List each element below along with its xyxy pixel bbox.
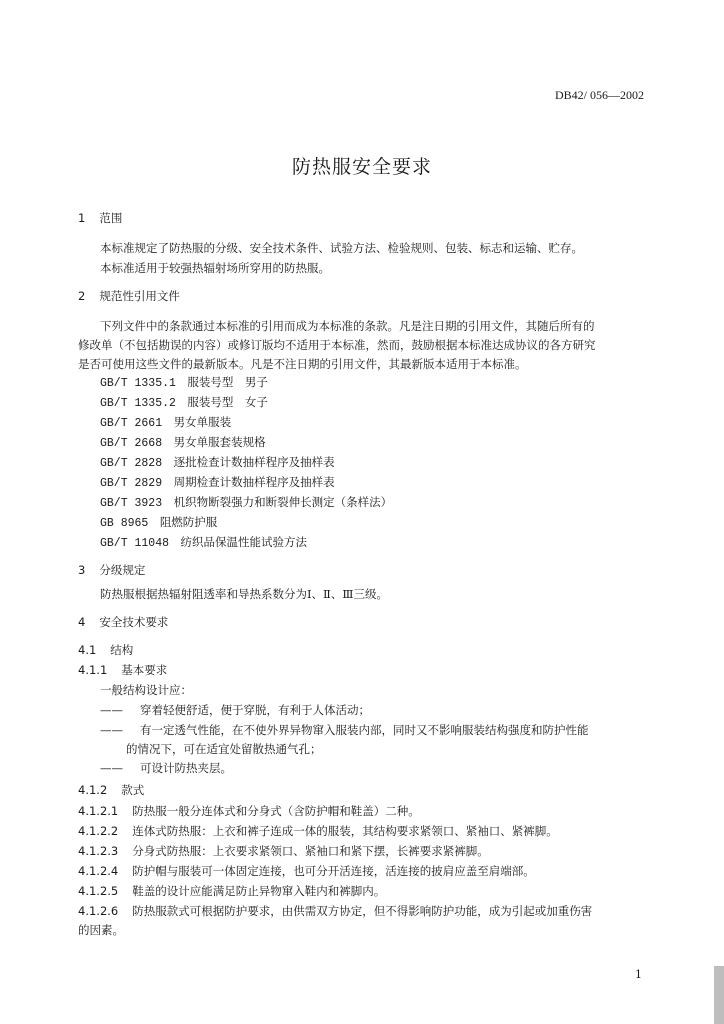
section-title: 范围 [99,211,123,225]
dash-marker: —— [100,723,123,737]
reference-item [100,416,231,432]
paragraph-continuation: 是否可使用这些文件的最新版本。凡是不注日期的引用文件，其最新版本适用于本标准。 [78,357,527,371]
section-title: 分级规定 [99,563,146,577]
clause-number: 4.1.2.5 [78,884,119,898]
reference-name: 逐批检查计数抽样程序及抽样表 [173,457,335,470]
reference-item [100,516,217,532]
reference-item [100,476,335,492]
section-1-heading [78,210,122,226]
section-title: 规范性引用文件 [99,289,180,303]
section-number: 4 [78,615,86,629]
clause-continuation: 的因素。 [78,923,124,937]
reference-code: GB/T 1335.2 [100,397,176,410]
clause-text: 分身式防热服：上衣要求紧领口、紧袖口和紧下摆，长裤要求紧裤脚。 [132,844,489,858]
section-number: 3 [78,563,86,577]
dash-marker: —— [100,761,123,775]
clause-item [78,883,385,899]
clause-item [78,903,592,919]
reference-code: GB 8965 [100,517,149,530]
reference-item [100,536,307,552]
clause-item [78,843,489,859]
subsection-heading [78,662,167,678]
bullet-text: 有一定透气性能，在不使外界异物窜入服装内部，同时又不影响服装结构强度和防护性能 [140,723,589,737]
subsection-heading [78,642,133,658]
bullet-text: 可设计防热夹层。 [140,761,232,775]
clause-number: 4.1.2.2 [78,824,119,838]
reference-item [100,396,268,412]
subsection-number: 4.1.2 [78,783,108,797]
subsection-title: 款式 [121,783,145,797]
reference-name: 男女单服套装规格 [173,437,266,450]
reference-code: GB/T 2668 [100,437,163,450]
document-number: DB42/ 056—2002 [554,88,644,102]
bullet-item [100,702,370,718]
document-title: 防热服安全要求 [291,156,432,178]
reference-item [100,456,335,472]
bullet-continuation: 的情况下，可在适宜处留散热通气孔； [126,742,322,756]
clause-number: 4.1.2.1 [78,804,119,818]
reference-code: GB/T 2829 [100,477,163,490]
clause-item [78,803,420,819]
reference-name: 周期检查计数抽样程序及抽样表 [173,477,335,490]
paragraph: 本标准规定了防热服的分级、安全技术条件、试验方法、检验规则、包装、标志和运输、贮存。 [100,241,583,255]
reference-name: 服装号型 男子 [187,377,268,390]
paragraph: 本标准适用于较强热辐射场所穿用的防热服。 [100,261,330,275]
clause-text: 防热服一般分连体式和分身式（含防护帽和鞋盖）二种。 [132,804,420,818]
reference-code: GB/T 3923 [100,497,163,510]
reference-code: GB/T 2828 [100,457,163,470]
bullet-item [100,722,589,738]
paragraph: 防热服根据热辐射阻透率和导热系数分为Ⅰ、Ⅱ、Ⅲ三级。 [100,587,388,601]
reference-name: 服装号型 女子 [187,397,268,410]
section-4-heading [78,614,168,630]
subsection-number: 4.1 [78,643,97,657]
clause-number: 4.1.2.6 [78,904,119,918]
reference-name: 男女单服装 [173,417,232,430]
bullet-item [100,760,232,776]
reference-code: GB/T 11048 [100,537,170,550]
clause-number: 4.1.2.4 [78,864,119,878]
clause-text: 防热服款式可根据防护要求，由供需双方协定，但不得影响防护功能，成为引起或加重伤害 [132,904,593,918]
subsection-title: 结构 [110,643,134,657]
paragraph-continuation: 修改单（不包括勘误的内容）或修订版均不适用于本标准，然而，鼓励根据本标准达成协议的各方研究 [78,338,596,352]
clause-item [78,823,558,839]
reference-code: GB/T 2661 [100,417,163,430]
subsection-title: 基本要求 [121,663,168,677]
reference-code: GB/T 1335.1 [100,377,176,390]
clause-text: 防护帽与服装可一体固定连接，也可分开活连接，活连接的披肩应盖至肩端部。 [132,864,535,878]
reference-name: 阻燃防护服 [159,517,218,530]
reference-item [100,496,392,512]
clause-text: 连体式防热服：上衣和裤子连成一体的服装，其结构要求紧领口、紧袖口、紧裤脚。 [132,824,558,838]
scan-edge-shadow [714,966,724,1024]
dash-marker: —— [100,703,123,717]
reference-item [100,376,268,392]
reference-item [100,436,266,452]
bullet-text: 穿着轻便舒适，便于穿脱，有利于人体活动； [140,703,370,717]
page-number: 1 [635,968,642,981]
section-number: 1 [78,211,86,225]
reference-name: 机织物断裂强力和断裂伸长测定（条样法） [173,497,393,510]
clause-text: 鞋盖的设计应能满足防止异物窜入鞋内和裤脚内。 [132,884,386,898]
paragraph: 一般结构设计应： [100,683,192,697]
section-title: 安全技术要求 [99,615,169,629]
paragraph: 下列文件中的条款通过本标准的引用而成为本标准的条款。凡是注日期的引用文件，其随后所有的 [100,319,595,333]
clause-number: 4.1.2.3 [78,844,119,858]
clause-item [78,863,535,879]
section-number: 2 [78,289,86,303]
section-2-heading [78,288,180,304]
section-3-heading [78,562,145,578]
subsection-number: 4.1.1 [78,663,108,677]
subsection-heading [78,782,144,798]
reference-name: 纺织品保温性能试验方法 [180,537,308,550]
